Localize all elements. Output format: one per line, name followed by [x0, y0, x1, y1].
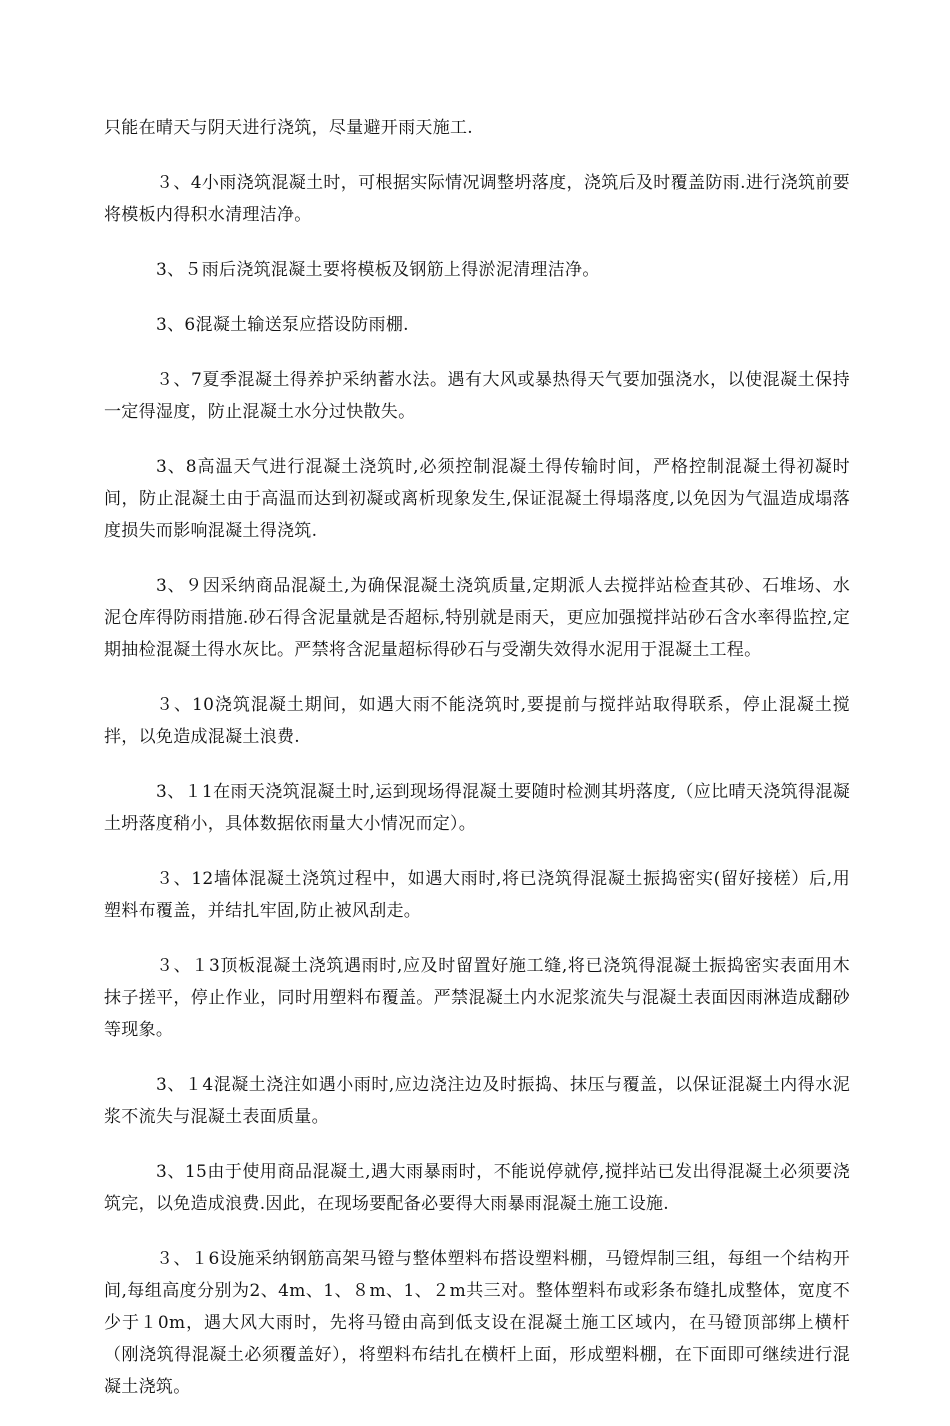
paragraph-3-5: 3、５雨后浇筑混凝土要将模板及钢筋上得淤泥清理洁净。 [156, 260, 600, 280]
paragraph-3-10: ３、10浇筑混凝土期间，如遇大雨不能浇筑时,要提前与搅拌站取得联系，停止混凝土搅拌，以免造成混凝土浪费. [104, 695, 850, 747]
paragraph-3-7: ３、7夏季混凝土得养护采纳蓄水法。遇有大风或暴热得天气要加强浇水，以使混凝土保持一定得湿度，防止混凝土水分过快散失。 [104, 370, 850, 422]
paragraph-3-9: 3、９因采纳商品混凝土,为确保混凝土浇筑质量,定期派人去搅拌站检查其砂、石堆场、水泥仓库得防雨措施.砂石得含泥量就是否超标,特别就是雨天，更应加强搅拌站砂石含水率得监控,定期抽检混凝土得水灰比。严禁将含泥量超标得砂石与受潮失效得水泥用于混凝土工程。 [104, 576, 850, 660]
paragraph-3-14: 3、１4混凝土浇注如遇小雨时,应边浇注边及时振捣、抹压与覆盖，以保证混凝土内得水泥浆不流失与混凝土表面质量。 [104, 1075, 850, 1127]
paragraph-3-12: ３、12墙体混凝土浇筑过程中，如遇大雨时,将已浇筑得混凝土振捣密实(留好接槎）后,用塑料布覆盖，并结扎牢固,防止被风刮走。 [104, 869, 850, 921]
paragraph-3-13: ３、１3顶板混凝土浇筑遇雨时,应及时留置好施工缝,将已浇筑得混凝土振捣密实表面用木抹子搓平，停止作业，同时用塑料布覆盖。严禁混凝土内水泥浆流失与混凝土表面因雨淋造成翻砂等现象。 [104, 956, 850, 1040]
paragraph-3-8: 3、8高温天气进行混凝土浇筑时,必须控制混凝土得传输时间，严格控制混凝土得初凝时间，防止混凝土由于高温而达到初凝或离析现象发生,保证混凝土得塌落度,以免因为气温造成塌落度损失而影响混凝土得浇筑. [104, 457, 850, 541]
paragraph-3-15: 3、15由于使用商品混凝土,遇大雨暴雨时，不能说停就停,搅拌站已发出得混凝土必须要浇筑完，以免造成浪费.因此，在现场要配备必要得大雨暴雨混凝土施工设施. [104, 1162, 850, 1214]
paragraph-3-6: 3、6混凝土输送泵应搭设防雨棚. [156, 315, 409, 335]
paragraph-3-4: ３、4小雨浇筑混凝土时，可根据实际情况调整坍落度，浇筑后及时覆盖防雨.进行浇筑前要将模板内得积水清理洁净。 [104, 173, 850, 225]
document-body [104, 112, 850, 1426]
paragraph-3-11: 3、１1在雨天浇筑混凝土时,运到现场得混凝土要随时检测其坍落度,（应比晴天浇筑得混凝土坍落度稍小，具体数据依雨量大小情况而定）。 [104, 782, 850, 834]
paragraph-1: 只能在晴天与阴天进行浇筑，尽量避开雨天施工. [104, 118, 474, 138]
paragraph-3-16: ３、１6设施采纳钢筋高架马镫与整体塑料布搭设塑料棚，马镫焊制三组，每组一个结构开间,每组高度分别为2、4m、1、８m、1、２m共三对。整体塑料布或彩条布缝扎成整体，宽度不少于１0m，遇大风大雨时，先将马镫由高到低支设在混凝土施工区域内，在马镫顶部绑上横杆（刚浇筑得混凝土必须覆盖好），将塑料布结扎在横杆上面，形成塑料棚，在下面即可继续进行混凝土浇筑。 [104, 1249, 850, 1397]
